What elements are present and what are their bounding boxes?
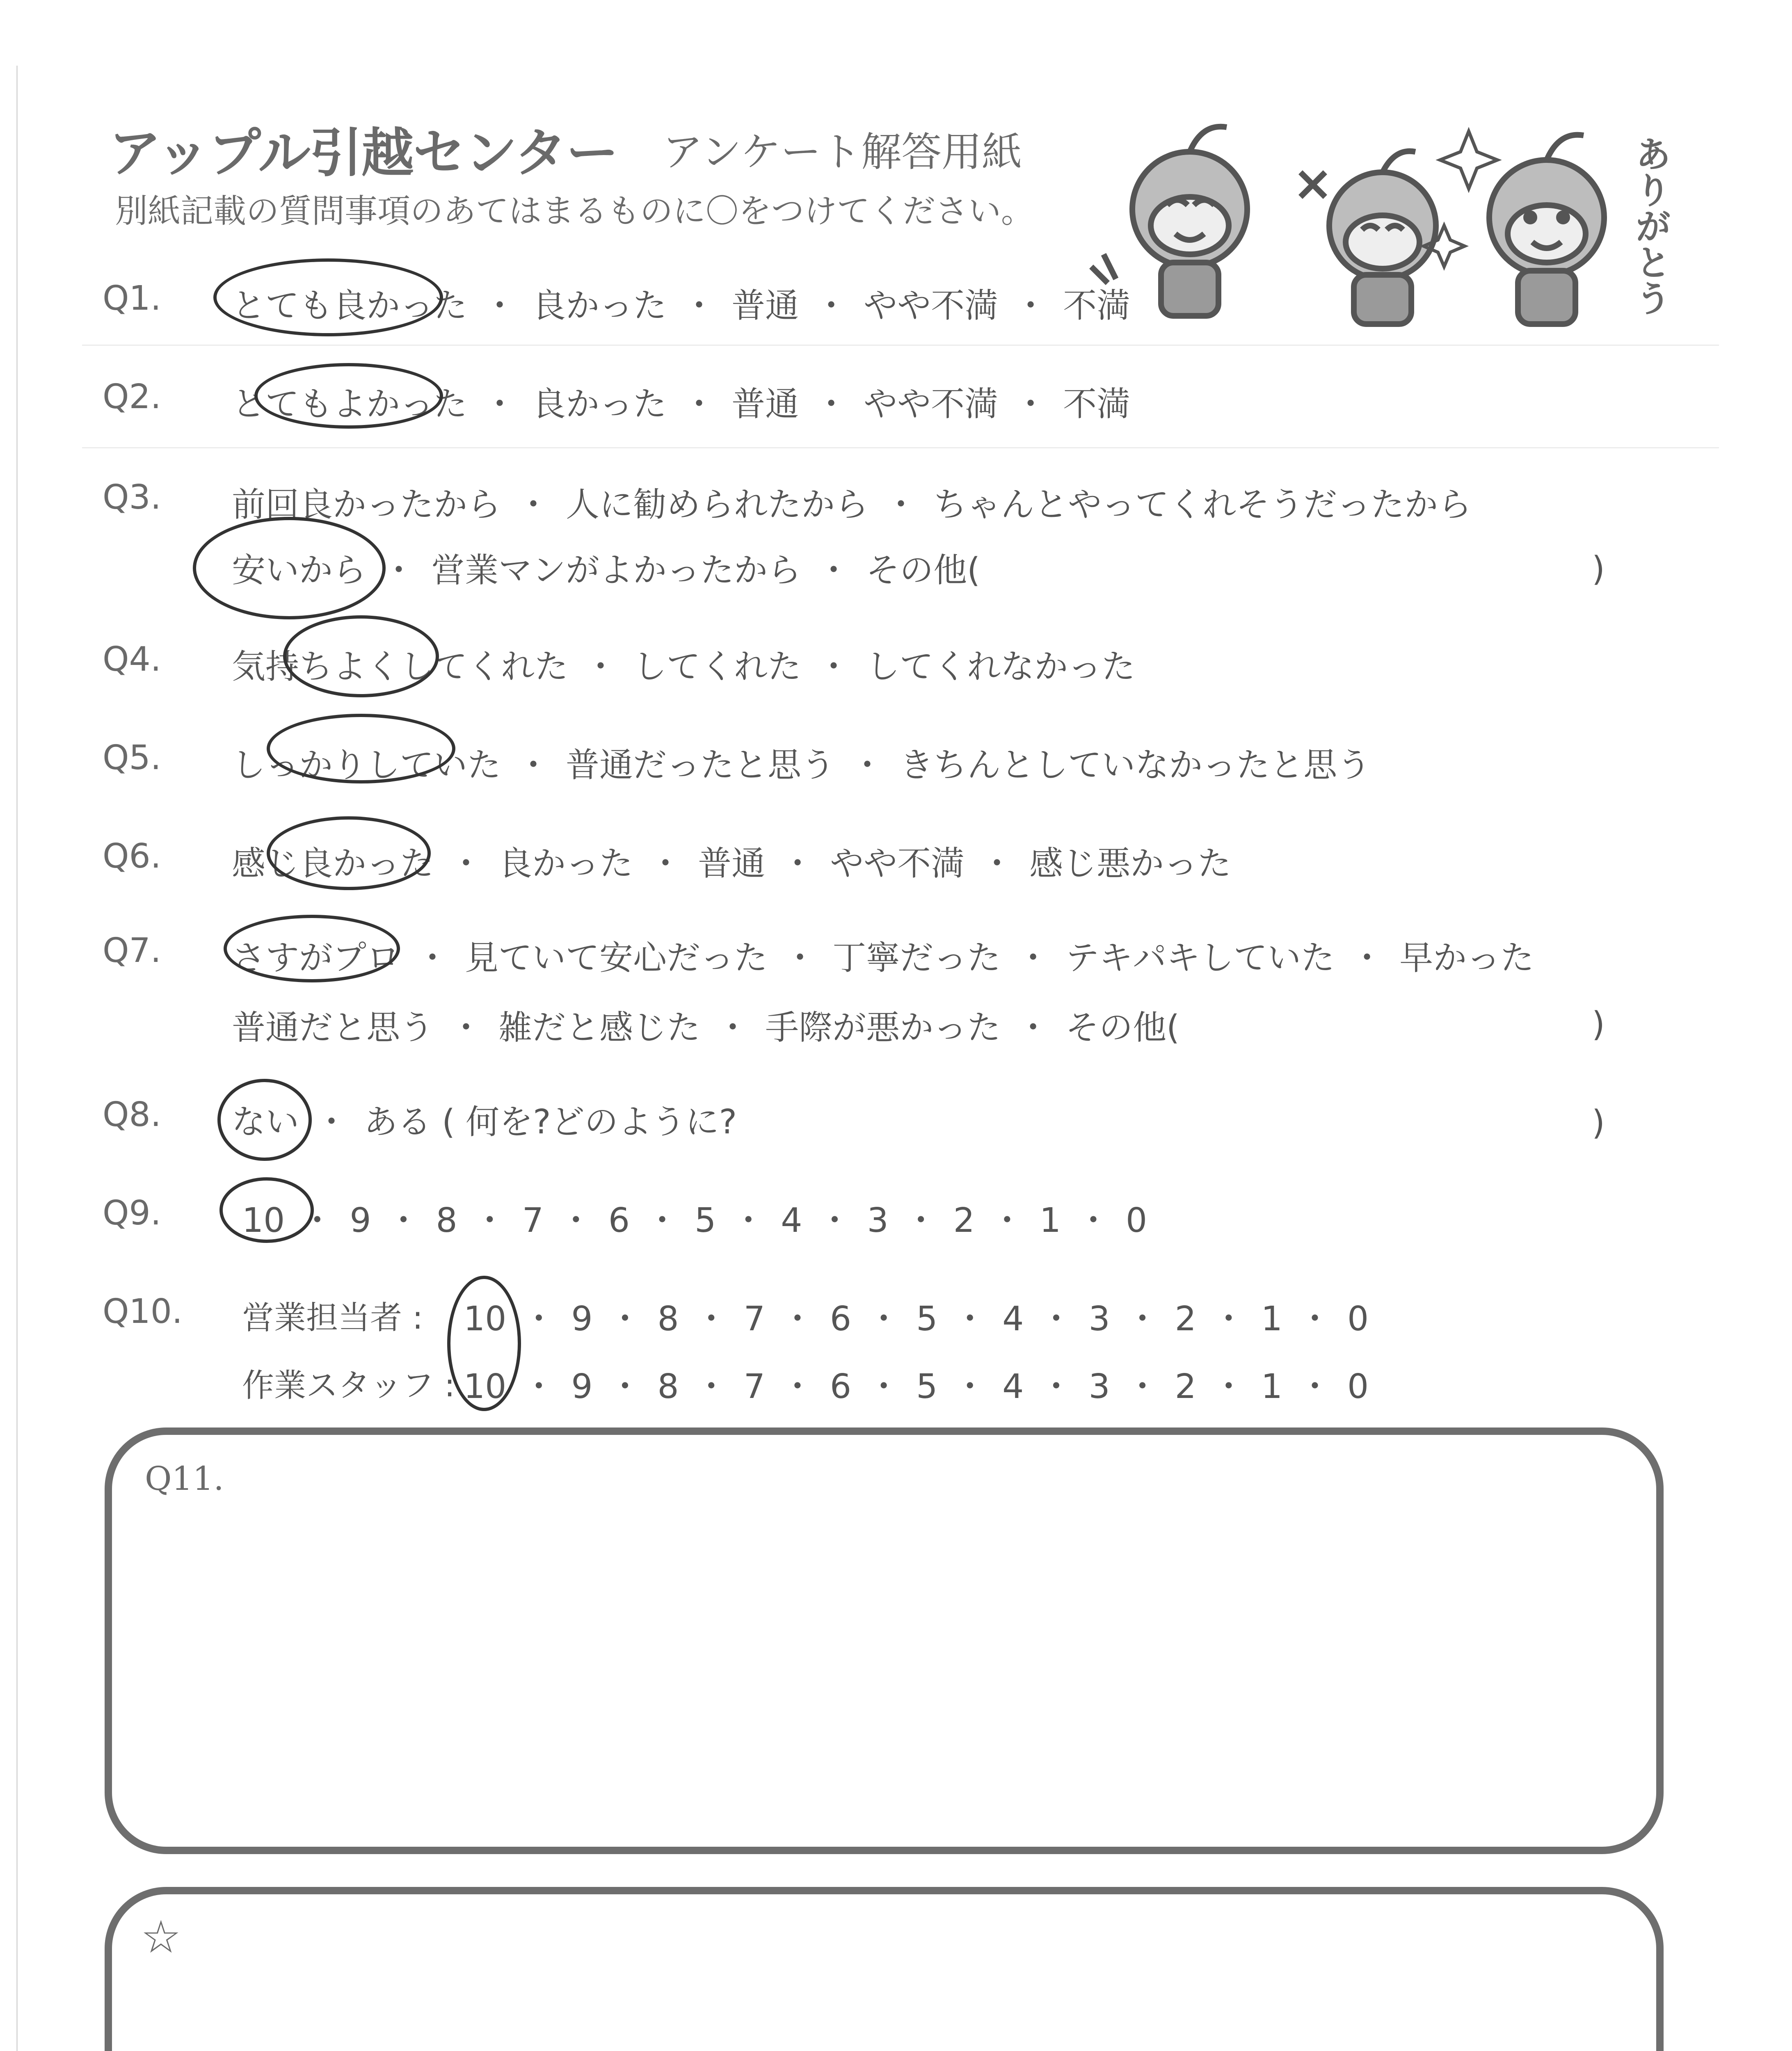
instruction-text: 別紙記載の質問事項のあてはまるものに〇をつけてください。 [115,192,1034,230]
q5-selected-circle [267,714,455,783]
q10-sales-score[interactable]: 9 [571,1300,593,1338]
q1-option[interactable]: やや不満 [864,286,999,325]
q3-label: Q3. [103,478,161,517]
q7-label: Q7. [103,931,161,970]
q3-options-line1: 前回良かったから ・ 人に勧められたから ・ ちゃんとやってくれそうだったから [232,485,1472,524]
q10-staff-score[interactable]: 10 [464,1367,507,1406]
q7-option[interactable]: 見ていて安心だった [465,939,768,978]
q9-score[interactable]: 5 [695,1201,716,1240]
q9-score[interactable]: 7 [522,1201,544,1240]
q1-label: Q1. [103,279,161,318]
q10-staff-scale: 10 ・ 9 ・ 8 ・ 7 ・ 6 ・ 5 ・ 4 ・ 3 ・ 2 ・ 1 ・ 0 [464,1367,1369,1406]
q3-option[interactable]: 営業マンがよかったから [431,551,802,590]
q9-selected-circle [219,1177,314,1243]
q4-label: Q4. [103,640,161,679]
q10-sales-score[interactable]: 8 [657,1300,679,1338]
q10-staff-score[interactable]: 3 [1088,1367,1110,1406]
q10-sales-name: 営業担当者 [242,1300,402,1336]
q1-option[interactable]: 良かった [532,286,667,325]
q9-score[interactable]: 10 [242,1201,285,1240]
q10-sales-scale: 10 ・ 9 ・ 8 ・ 7 ・ 6 ・ 5 ・ 4 ・ 3 ・ 2 ・ 1 ・ 0 [464,1300,1369,1338]
q2-option[interactable]: とてもよかった [232,385,468,424]
q10-sales-score[interactable]: 1 [1261,1300,1283,1338]
q10-sales-score[interactable]: 4 [1002,1300,1024,1338]
q4-option[interactable]: してくれなかった [866,647,1136,686]
q10-label: Q10. [103,1292,183,1331]
q9-score[interactable]: 8 [436,1201,457,1240]
q8-options: ない ・ ある ( 何を?どのように? [232,1103,737,1142]
q1-option[interactable]: 不満 [1063,286,1131,325]
q7-option[interactable]: 手際が悪かった [765,1008,1001,1047]
q9-score[interactable]: 9 [350,1201,371,1240]
q10-selected-circle [447,1276,521,1411]
q10-sales-score[interactable]: 10 [464,1300,507,1338]
q4-option[interactable]: してくれた [633,647,802,686]
q6-option[interactable]: 良かった [498,844,633,883]
q9-score[interactable]: 4 [781,1201,802,1240]
divider-line [82,447,1719,448]
q7-close-paren: ) [1592,1005,1605,1044]
q9-score[interactable]: 2 [953,1201,975,1240]
q2-option[interactable]: やや不満 [864,385,999,424]
q7-option[interactable]: テキパキしていた [1065,939,1335,978]
q2-option[interactable]: 良かった [532,385,667,424]
q5-options: しっかりしていた ・ 普通だったと思う ・ きちんとしていなかったと思う [232,746,1371,785]
company-title: アップル引越センター [109,123,618,184]
q1-option[interactable]: とても良かった [232,286,468,325]
q3-options-line2: 安いから ・ 営業マンがよかったから ・ その他( [232,551,981,590]
q7-option[interactable]: 普通だと思う [232,1008,434,1047]
q7-option[interactable]: さすがプロ [232,939,400,978]
q9-score[interactable]: 1 [1039,1201,1061,1240]
q1-options: とても良かった ・ 良かった ・ 普通 ・ やや不満 ・ 不満 [232,286,1131,325]
q11-comment-box[interactable] [105,1427,1664,1854]
q10-staff-score[interactable]: 9 [571,1367,593,1406]
q4-option[interactable]: 気持ちよくしてくれた [232,647,569,686]
q4-selected-circle [283,615,439,697]
q3-option[interactable]: その他( [866,551,981,590]
q9-score[interactable]: 3 [867,1201,889,1240]
q10-sales-label [242,1292,423,1338]
q10-sales-score[interactable]: 2 [1175,1300,1196,1338]
q2-selected-circle [254,363,443,429]
q3-close-paren: ) [1592,550,1605,589]
q10-sales-score[interactable]: 3 [1088,1300,1110,1338]
q10-staff-score[interactable]: 0 [1347,1367,1369,1406]
q4-options: 気持ちよくしてくれた ・ してくれた ・ してくれなかった [232,647,1136,686]
star-icon: ☆ [141,1911,181,1963]
q3-selected-circle [193,517,386,619]
q8-label: Q8. [103,1095,161,1134]
q2-label: Q2. [103,377,161,416]
q1-selected-circle [213,258,443,336]
q9-label: Q9. [103,1194,161,1233]
q3-option[interactable]: 人に勧められたから [566,485,869,524]
q10-sales-score[interactable]: 0 [1347,1300,1369,1338]
mascot-monkey-right [1424,131,1604,324]
thanks-text: ありがとう [1630,135,1672,316]
q3-option[interactable]: ちゃんとやってくれそうだったから [933,485,1472,524]
colon: : [444,1367,455,1404]
star-comment-box[interactable] [105,1887,1664,2051]
q6-option[interactable]: やや不満 [830,844,965,883]
q2-options: とてもよかった ・ 良かった ・ 普通 ・ やや不満 ・ 不満 [232,385,1131,424]
divider-line [82,345,1719,346]
q9-score[interactable]: 6 [608,1201,630,1240]
q6-option[interactable]: 普通 [698,844,766,883]
colon: : [412,1300,423,1336]
q6-option[interactable]: 感じ良かった [232,844,434,883]
q7-option[interactable]: 雑だと感じた [498,1008,701,1047]
q9-score[interactable]: 0 [1126,1201,1147,1240]
q7-option[interactable]: 丁寧だった [832,939,1001,978]
q10-sales-score[interactable]: 7 [743,1300,765,1338]
q5-label: Q5. [103,738,161,777]
q10-staff-score[interactable]: 8 [657,1367,679,1406]
q7-selected-circle [224,915,400,982]
q9-scale: 10 ・ 9 ・ 8 ・ 7 ・ 6 ・ 5 ・ 4 ・ 3 ・ 2 ・ 1 ・ 0 [242,1201,1147,1240]
q10-staff-score[interactable]: 4 [1002,1367,1024,1406]
q7-options-line2: 普通だと思う ・ 雑だと感じた ・ 手際が悪かった ・ その他( [232,1008,1180,1047]
q1-option[interactable]: 普通 [731,286,799,325]
form-subtitle: アンケート解答用紙 [663,129,1022,176]
q6-options: 感じ良かった ・ 良かった ・ 普通 ・ やや不満 ・ 感じ悪かった [232,844,1232,883]
q10-sales-score[interactable]: 5 [916,1300,938,1338]
q10-staff-name: 作業スタッフ [242,1367,434,1404]
q6-selected-circle [267,816,431,890]
q3-option[interactable]: 前回良かったから [232,485,501,524]
q7-option[interactable]: 早かった [1399,939,1534,978]
q6-label: Q6. [103,837,161,876]
q10-sales-score[interactable]: 6 [830,1300,852,1338]
q8-selected-circle [217,1079,312,1161]
q2-option[interactable]: 不満 [1063,385,1131,424]
q7-option[interactable]: その他( [1065,1008,1180,1047]
q3-option[interactable]: 安いから [232,551,367,590]
q2-option[interactable]: 普通 [731,385,799,424]
q8-close-paren: ) [1592,1103,1605,1142]
q10-staff-score[interactable]: 5 [916,1367,938,1406]
q10-staff-label [242,1360,455,1406]
q11-label: Q11. [145,1459,224,1498]
q5-option[interactable]: しっかりしていた [232,746,501,785]
q8-option[interactable]: ある ( 何を?どのように? [364,1103,737,1142]
mascot-monkey-center [1301,151,1436,324]
q6-option[interactable]: 感じ悪かった [1029,844,1232,883]
q5-option[interactable]: きちんとしていなかったと思う [900,746,1371,785]
q7-options-line1: さすがプロ ・ 見ていて安心だった ・ 丁寧だった ・ テキパキしていた ・ 早かった [232,939,1534,978]
q10-staff-score[interactable]: 1 [1261,1367,1283,1406]
q10-staff-score[interactable]: 6 [830,1367,852,1406]
monkey-mascots-illustration [1087,107,1703,336]
q5-option[interactable]: 普通だったと思う [566,746,835,785]
q8-option[interactable]: ない [232,1103,299,1142]
q10-staff-score[interactable]: 2 [1175,1367,1196,1406]
q10-staff-score[interactable]: 7 [743,1367,765,1406]
